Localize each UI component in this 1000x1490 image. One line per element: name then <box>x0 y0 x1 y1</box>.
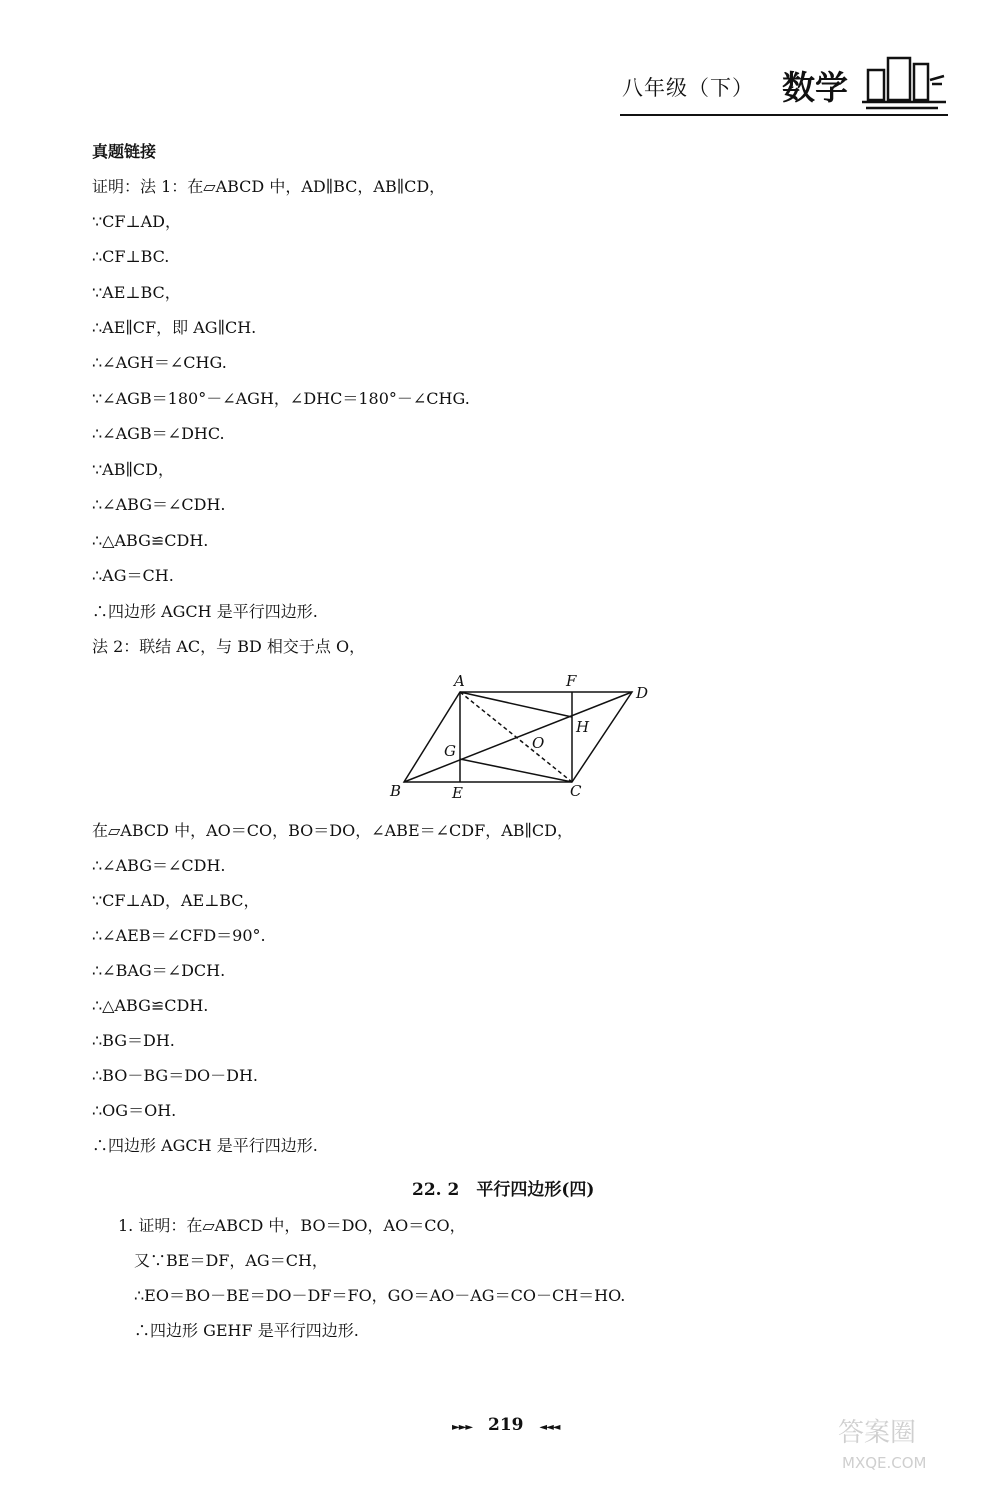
books-icon <box>860 50 948 114</box>
label-d: D <box>636 684 649 702</box>
label-b: B <box>390 782 402 800</box>
proof-line: ∵∠AGB＝180°－∠AGH，∠DHC＝180°－∠CHG. <box>92 389 470 408</box>
proof-line: ∴∠AGB＝∠DHC. <box>92 424 225 443</box>
proof-line: ∴OG＝OH. <box>92 1101 177 1120</box>
parallelogram-figure <box>380 662 670 807</box>
left-arrows-icon: ►►► <box>452 1422 473 1433</box>
label-o: O <box>532 734 545 752</box>
proof-line: 在▱ABCD 中，AO＝CO，BO＝DO，∠ABE＝∠CDF，AB∥CD， <box>92 821 573 840</box>
header-rule <box>620 114 948 116</box>
page-footer <box>452 1415 560 1435</box>
proof-line: ∵AB∥CD， <box>92 460 174 479</box>
proof-line: ∵CF⊥AD， <box>92 212 181 231</box>
segment-gc <box>460 759 572 782</box>
proof-line: ∴四边形 GEHF 是平行四边形. <box>134 1321 359 1340</box>
proof-line: ∴∠AEB＝∠CFD＝90°. <box>92 926 266 945</box>
page-number: 219 <box>488 1415 524 1435</box>
label-c: C <box>570 782 582 800</box>
label-e: E <box>452 784 463 802</box>
proof-line: 1. 证明：在▱ABCD 中，BO＝DO，AO＝CO， <box>118 1216 466 1235</box>
label-f: F <box>566 672 577 690</box>
label-g: G <box>444 742 456 760</box>
right-arrows-icon: ◄◄◄ <box>539 1422 560 1433</box>
subject-title: 数学 <box>782 68 848 107</box>
proof-line: ∴四边形 AGCH 是平行四边形. <box>92 602 318 621</box>
proof-line: ∴AG＝CH. <box>92 566 174 585</box>
proof-line: 法 2：联结 AC，与 BD 相交于点 O， <box>92 637 366 656</box>
diagonal-ac <box>460 692 572 782</box>
proof-line: ∴∠AGH＝∠CHG. <box>92 353 227 372</box>
proof-line: ∴CF⊥BC. <box>92 247 170 266</box>
proof-line: ∴△ABG≌CDH. <box>92 996 209 1015</box>
segment-ah <box>460 692 572 717</box>
proof-line: ∴∠ABG＝∠CDH. <box>92 495 226 514</box>
proof-line: ∴EO＝BO－BE＝DO－DF＝FO，GO＝AO－AG＝CO－CH＝HO. <box>134 1286 626 1305</box>
proof-line: ∴BO－BG＝DO－DH. <box>92 1066 259 1085</box>
proof-line: ∴△ABG≌CDH. <box>92 531 209 550</box>
proof-line: ∴∠BAG＝∠DCH. <box>92 961 226 980</box>
proof-line: 又∵BE＝DF，AG＝CH， <box>134 1251 328 1270</box>
watermark-logo: 答案圈 <box>838 1418 917 1448</box>
section-heading: 真题链接 <box>92 142 157 161</box>
label-h: H <box>576 718 590 736</box>
proof-line: 证明：法 1：在▱ABCD 中，AD∥BC，AB∥CD， <box>92 177 446 196</box>
proof-line: ∴∠ABG＝∠CDH. <box>92 856 226 875</box>
watermark-url: MXQE.COM <box>842 1454 927 1472</box>
grade-label: 八年级（下） <box>622 76 754 100</box>
proof-line: ∴AE∥CF，即 AG∥CH. <box>92 318 257 337</box>
section-title: 22. 2 平行四边形(四) <box>412 1180 595 1200</box>
page-header <box>620 48 950 118</box>
proof-line: ∴BG＝DH. <box>92 1031 175 1050</box>
proof-line: ∵CF⊥AD，AE⊥BC， <box>92 891 260 910</box>
proof-line: ∴四边形 AGCH 是平行四边形. <box>92 1136 318 1155</box>
label-a: A <box>454 672 465 690</box>
proof-line: ∵AE⊥BC， <box>92 283 181 302</box>
